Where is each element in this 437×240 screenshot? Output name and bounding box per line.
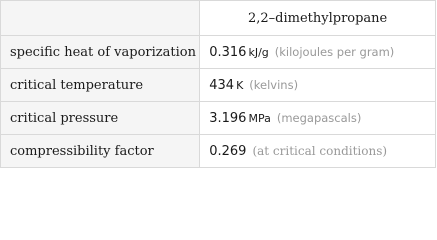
property-unit: MPa — [248, 112, 271, 125]
condition-note: (at critical conditions) — [252, 144, 388, 158]
property-label: critical pressure — [1, 102, 200, 135]
property-value: 3.196 — [209, 111, 247, 126]
property-value-cell — [200, 36, 436, 69]
unit-description: (kilojoules per gram) — [274, 45, 395, 59]
unit-description: (kelvins) — [249, 78, 299, 92]
property-value-cell — [200, 135, 436, 168]
property-label: compressibility factor — [1, 135, 200, 168]
property-value: 434 — [209, 78, 235, 93]
property-label: critical temperature — [1, 69, 200, 102]
corner-cell — [1, 1, 200, 36]
table-row — [1, 69, 436, 102]
property-unit: K — [236, 79, 244, 92]
table-row — [1, 36, 436, 69]
compound-name-header: 2,2–dimethylpropane — [200, 1, 436, 36]
property-value-cell — [200, 102, 436, 135]
property-value: 0.269 — [209, 144, 247, 159]
property-value-cell — [200, 69, 436, 102]
property-unit: kJ/g — [248, 46, 269, 59]
table-row — [1, 135, 436, 168]
property-value: 0.316 — [209, 45, 247, 60]
unit-description: (megapascals) — [276, 111, 362, 125]
table-header-row — [1, 1, 436, 36]
table-row — [1, 102, 436, 135]
property-label: specific heat of vaporization — [1, 36, 200, 69]
